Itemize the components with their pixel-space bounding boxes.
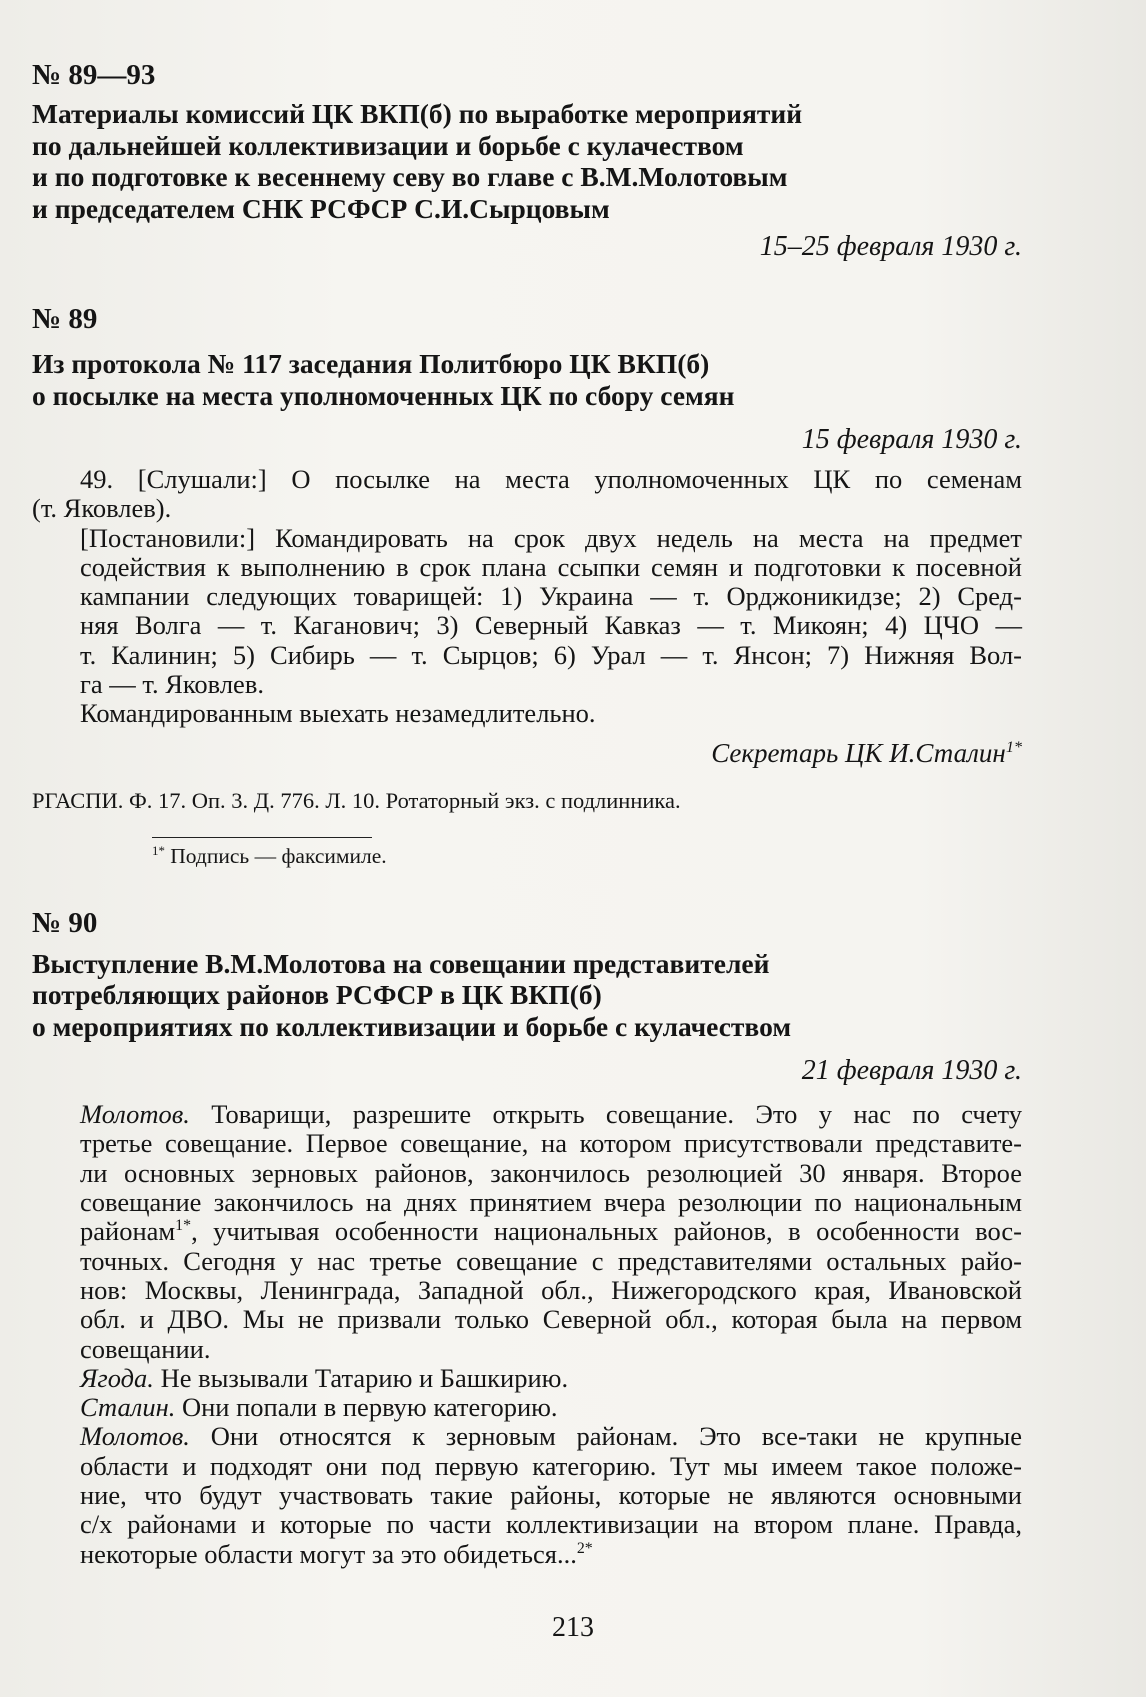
title-line: и по подготовке к весеннему севу во главе с В.М.Молотовым [32,161,788,192]
collection-date: 15–25 февраля 1930 г. [759,231,1022,262]
speaker-name: Сталин. [80,1392,176,1423]
speaker-name: Ягода. [80,1362,154,1393]
speaker-name: Молотов. [80,1099,190,1130]
doc90-title [32,948,1022,1043]
doc90-speech-molotov-2: Молотов. Они относятся к зерновым районам. Это все-таки не крупные области и подходят они под первую категорию. Тут мы имеем такое положе- ние, что будут участвовать такие районы, которые не являются основными с/х районами и которые по части коллективизации на втором плане. Правда, некоторые области могут за это обидеться...$^{2*}$ [80,1421,1022,1569]
doc89-paragraph-heard: 49. [Слушали:] О посылке на места уполномоченных ЦК по семенам (т. Яковлев). [32,464,1022,524]
title-line: по дальнейшей коллективизации и борьбе с кулачеством [32,129,744,161]
footnote-mark: 1* [1005,737,1022,756]
doc90-remark-yagoda: Ягода. Не вызывали Татарию и Башкирию. [80,1362,569,1393]
doc89-date: 15 февраля 1930 г. [801,424,1022,455]
collection-title [32,98,1022,224]
title-line: Материалы комиссий ЦК ВКП(б) по выработке мероприятий [32,98,803,129]
title-line: Из протокола № 117 заседания Политбюро ЦК ВКП(б) [32,348,710,379]
doc89-number: № 89 [32,303,98,335]
title-line: Выступление В.М.Молотова на совещании представителей [32,947,770,979]
page-number: 213 [552,1612,594,1643]
doc89-paragraph-resolved: [Постановили:] Командировать на срок двух недель на места на предмет содействия к выполнению в срок плана ссыпки семян и подготовки к посевной кампании следующих товарищей: 1) Украина — т. Орджоникидзе; 2) Сред- няя Волга — т. Каганович; 3) Северный Кавказ — т. Микоян; 4) ЦЧО — т. Калинин; 5) Сибирь — т. Сырцов; 6) Урал — т. Янсон; 7) Нижняя Вол- га — т. Яковлев. [80,522,1022,700]
doc89-title [32,348,1022,411]
footnote-mark: 1* [175,1217,192,1235]
doc89-footnote: $^{1*}$ Подпись — факсимиле. [152,843,387,868]
doc89-signature: Секретарь ЦК И.Сталин$^{1*}$ [711,737,1022,768]
collection-number: № 89—93 [32,59,156,91]
doc90-remark-stalin: Сталин. Они попали в первую категорию. [80,1392,558,1423]
doc90-number: № 90 [32,906,98,939]
title-line: и председателем СНК РСФСР С.И.Сырцовым [32,192,610,224]
doc90-speech-molotov-1: Молотов. Товарищи, разрешите открыть совещание. Это у нас по счету третье совещание. Первое совещание, на котором присутствовали представите- ли основных зерновых районов, закончилось резолюцией 30 января. Второе совещание закончилось на днях принятием вчера резолюции по национальным районам$^{1*}$, учитывая особенности национальных районов, в особенности вос- точных. Сегодня у нас третье совещание с представителями остальных райо- нов: Москвы, Ленинграда, Западной обл., Нижегородского края, Ивановской обл. и ДВО. Мы не призвали только Северной обл., которая была на первом совещании. [80,1099,1022,1364]
doc89-archive-reference: РГАСПИ. Ф. 17. Оп. 3. Д. 776. Л. 10. Ротаторный экз. с подлинника. [32,787,681,813]
speaker-name: Молотов. [80,1421,190,1452]
doc90-date: 21 февраля 1930 г. [801,1055,1022,1087]
footnote-mark: 2* [576,1539,593,1557]
content [32,58,1022,1569]
title-line: потребляющих районов РСФСР в ЦК ВКП(б) [32,979,602,1011]
doc89-paragraph-order: Командированным выехать незамедлительно. [80,698,596,729]
footnote-divider [152,837,372,838]
title-line: о мероприятиях по коллективизации и борьбе с кулачеством [32,1010,792,1042]
title-line: о посылке на места уполномоченных ЦК по сбору семян [32,379,735,411]
